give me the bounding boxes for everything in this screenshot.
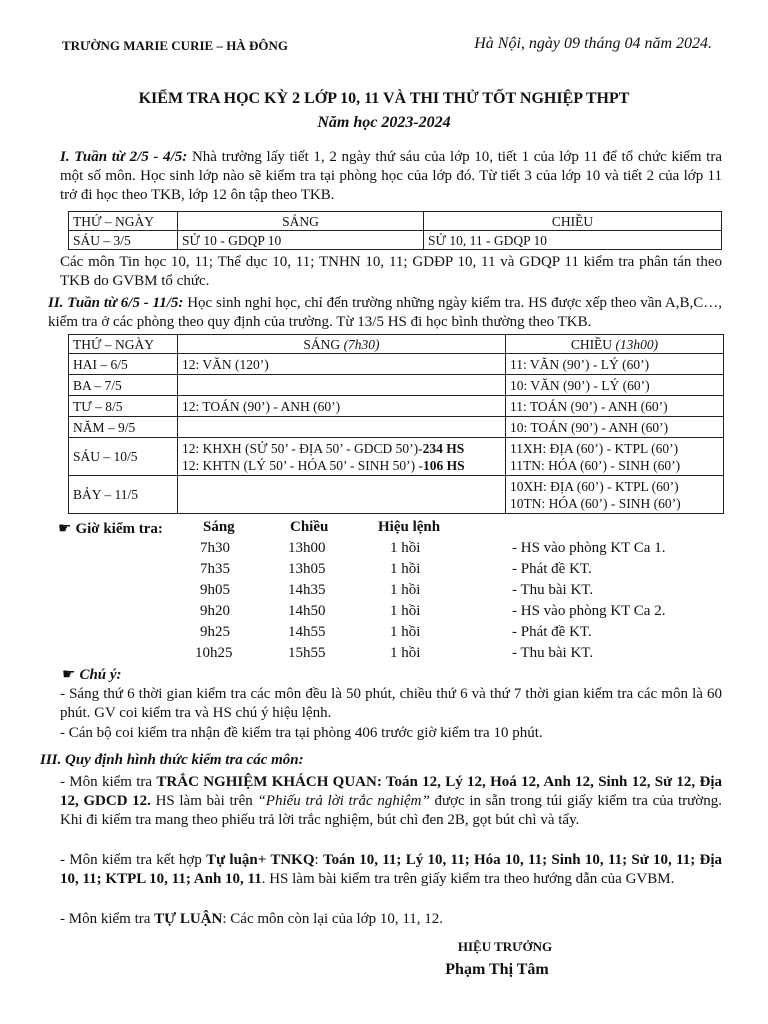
- notes-label-wrap: [62, 665, 122, 684]
- schedule-cell: 9h05: [200, 582, 230, 598]
- table2-cell-afternoon: [506, 476, 724, 514]
- table2-cell-day: BA – 7/5: [69, 375, 178, 396]
- table2-row-thu: [69, 417, 724, 438]
- notes-label: Chú ý:: [79, 667, 122, 683]
- schedule-header-signal: Hiệu lệnh: [378, 519, 441, 535]
- pointing-hand-icon: ☛: [62, 667, 76, 683]
- table2-cell-morning: [178, 476, 506, 514]
- section-2-label: II. Tuần từ 6/5 - 11/5:: [48, 295, 184, 311]
- table2-morning-line-1: [182, 440, 501, 457]
- p3-format: TỰ LUẬN: [154, 911, 223, 927]
- table2-cell-day: BẢY – 11/5: [69, 476, 178, 514]
- table2-row-fri: [69, 438, 724, 476]
- school-year: Năm học 2023-2024: [317, 114, 451, 131]
- schedule-header-afternoon: Chiều: [290, 519, 329, 535]
- schedule-header-morning: Sáng: [203, 519, 235, 535]
- section-1-table: [68, 211, 722, 250]
- school-name: TRƯỜNG MARIE CURIE – HÀ ĐÔNG: [62, 38, 288, 53]
- schedule-cell: 10h25: [195, 645, 233, 661]
- p1-lead: - Môn kiểm tra: [60, 774, 157, 790]
- schedule-cell: - Thu bài KT.: [512, 645, 594, 661]
- document-title: KIỂM TRA HỌC KỲ 2 LỚP 10, 11 VÀ THI THỬ TỐT NGHIỆP THPT: [138, 90, 630, 107]
- table2-cell-morning: [178, 438, 506, 476]
- table1-header-day: THỨ – NGÀY: [69, 212, 178, 231]
- schedule-cell: 13h00: [288, 540, 326, 556]
- section-2-paragraph: [48, 294, 722, 332]
- note-2: - Cán bộ coi kiểm tra nhận đề kiểm tra tại phòng 406 trước giờ kiểm tra 10 phút.: [60, 725, 543, 741]
- p1-rest: được in sẵn trong túi giấy kiểm tra của trường. Khi đi kiểm tra mang theo phiếu trả lời trắc nghiệm, bút chì đen 2B, gọt bút chì và tẩy.: [60, 793, 722, 828]
- table2-cell-afternoon: 10: VĂN (90’) - LÝ (60’): [506, 375, 724, 396]
- khxh-text: 12: KHXH (SỬ 50’ - ĐỊA 50’ - GDCD 50’)-: [182, 440, 423, 456]
- table2-header-afternoon-label: CHIỀU: [570, 336, 613, 352]
- schedule-cell: 9h25: [200, 624, 230, 640]
- table2-header-morning-time: (7h30): [343, 336, 380, 352]
- table1-header-morning: SÁNG: [178, 212, 424, 231]
- table2-cell-morning: [178, 417, 506, 438]
- section-3-paragraph-2: [60, 851, 722, 889]
- section-2-text: Học sinh nghỉ học, chỉ đến trường những ngày kiểm tra. HS được xếp theo vần A,B,C…, kiểm tra ở các phòng theo quy định của trường. Từ 13/5 HS đi học bình thường theo TKB.: [48, 295, 722, 330]
- schedule-cell: 1 hồi: [390, 645, 421, 661]
- schedule-cell: 1 hồi: [390, 624, 421, 640]
- schedule-cell: 7h35: [200, 561, 230, 577]
- p2-colon: :: [314, 852, 323, 868]
- section-1-text: Nhà trường lấy tiết 1, 2 ngày thứ sáu của lớp 10, tiết 1 của lớp 11 để tổ chức kiểm tra một số môn. Học sinh lớp nào sẽ kiểm tra tại phòng học của lớp đó. Từ tiết 3 của lớp 10 và tiết 2 của lớp 11 trở đi học theo TKB, lớp 12 ôn tập theo TKB.: [60, 149, 722, 203]
- schedule-cell: - Thu bài KT.: [512, 582, 594, 598]
- schedule-cell: 13h05: [288, 561, 326, 577]
- section-3-paragraph-1: [60, 773, 722, 830]
- khxh-count: 234 HS: [422, 440, 465, 456]
- schedule-label: Giờ kiểm tra:: [75, 521, 163, 537]
- table2-row-wed: [69, 396, 724, 417]
- schedule-cell: 1 hồi: [390, 582, 421, 598]
- table2-afternoon-line-1: 10XH: ĐỊA (60’) - KTPL (60’): [510, 478, 679, 494]
- table1-row-morning: SỬ 10 - GDQP 10: [178, 231, 424, 250]
- place-date: Hà Nội, ngày 09 tháng 04 năm 2024.: [474, 35, 712, 52]
- table2-afternoon-line-2: 10TN: HÓA (60’) - SINH (60’): [510, 495, 681, 511]
- p2-rest: . HS làm bài kiểm tra trên giấy kiểm tra theo hướng dẫn của GVBM.: [261, 871, 675, 887]
- signature-name: Phạm Thị Tâm: [445, 961, 549, 978]
- p2-lead: - Môn kiểm tra kết hợp: [60, 852, 207, 868]
- table2-cell-day: HAI – 6/5: [69, 354, 178, 375]
- p3-rest: : Các môn còn lại của lớp 10, 11, 12.: [222, 911, 444, 927]
- schedule-cell: 9h20: [200, 603, 230, 619]
- khtn-text: 12: KHTN (LÝ 50’ - HÓA 50’ - SINH 50’) -: [182, 457, 423, 473]
- p1-subjects: TRẮC NGHIỆM KHÁCH QUAN: Toán 12, Lý 12, Hoá 12, Anh 12, Sinh 12, Sử 12, Địa 12, GDCD 12.: [60, 774, 722, 809]
- table2-row-sat: [69, 476, 724, 514]
- table2-cell-afternoon: 10: TOÁN (90’) - ANH (60’): [506, 417, 724, 438]
- schedule-cell: - HS vào phòng KT Ca 2.: [512, 603, 666, 619]
- table1-header-afternoon: CHIỀU: [424, 212, 722, 231]
- table2-cell-day: TƯ – 8/5: [69, 396, 178, 417]
- table2-cell-afternoon: [506, 438, 724, 476]
- table2-cell-afternoon: 11: TOÁN (90’) - ANH (60’): [506, 396, 724, 417]
- schedule-cell: 1 hồi: [390, 540, 421, 556]
- table2-row-tue: [69, 375, 724, 396]
- section-1-paragraph: [60, 148, 722, 205]
- note-1: - Sáng thứ 6 thời gian kiểm tra các môn đều là 50 phút, chiều thứ 6 và thứ 7 thời gian kiểm tra các môn là 60 phút. GV coi kiểm tra và HS chú ý hiệu lệnh.: [60, 686, 722, 721]
- section-2-table: [68, 334, 724, 514]
- table2-cell-morning: 12: TOÁN (90’) - ANH (60’): [178, 396, 506, 417]
- p1-mid: HS làm bài trên: [150, 793, 258, 809]
- schedule-cell: - Phát đề KT.: [512, 561, 592, 577]
- table2-header-day: THỨ – NGÀY: [69, 335, 178, 354]
- table2-cell-morning: 12: VĂN (120’): [178, 354, 506, 375]
- schedule-label-wrap: [58, 519, 163, 538]
- schedule-cell: 14h55: [288, 624, 326, 640]
- p2-subjects: Toán 10, 11; Lý 10, 11; Hóa 10, 11; Sinh 10, 11; Sử 10, 11; Địa 10, 11; KTPL 10, 11; Anh 10, 11: [60, 852, 723, 887]
- section-1-note: Các môn Tin học 10, 11; Thể dục 10, 11; TNHN 10, 11; GDĐP 10, 11 và GDQP 11 kiểm tra phân tán theo TKB do GVBM tổ chức.: [60, 254, 722, 289]
- schedule-cell: 14h35: [288, 582, 326, 598]
- table2-header-afternoon: [506, 335, 724, 354]
- schedule-cell: - HS vào phòng KT Ca 1.: [512, 540, 666, 556]
- schedule-cell: 7h30: [200, 540, 230, 556]
- table2-header-afternoon-time: (13h00): [615, 336, 659, 352]
- section-3-paragraph-3: [60, 910, 722, 929]
- schedule-cell: 1 hồi: [390, 603, 421, 619]
- p2-format: Tự luận+ TNKQ: [206, 852, 315, 868]
- table2-cell-day: NĂM – 9/5: [69, 417, 178, 438]
- table2-header-morning-label: SÁNG: [303, 336, 341, 352]
- table2-morning-line-2: [182, 457, 501, 474]
- pointing-hand-icon: ☛: [58, 521, 72, 537]
- table2-row-mon: [69, 354, 724, 375]
- section-3-label: III. Quy định hình thức kiểm tra các môn:: [40, 752, 304, 768]
- schedule-cell: 15h55: [288, 645, 326, 661]
- table2-cell-morning: [178, 375, 506, 396]
- khtn-count: 106 HS: [422, 457, 465, 473]
- schedule-cell: 1 hồi: [390, 561, 421, 577]
- schedule-cell: - Phát đề KT.: [512, 624, 592, 640]
- section-1-label: I. Tuần từ 2/5 - 4/5:: [60, 149, 188, 165]
- table1-row-day: SÁU – 3/5: [69, 231, 178, 250]
- p1-answer-sheet: “Phiếu trả lời trắc nghiệm”: [257, 793, 430, 809]
- signature-role: HIỆU TRƯỞNG: [457, 939, 553, 954]
- table2-cell-afternoon: 11: VĂN (90’) - LÝ (60’): [506, 354, 724, 375]
- table1-row-afternoon: SỬ 10, 11 - GDQP 10: [424, 231, 722, 250]
- p3-lead: - Môn kiểm tra: [60, 911, 155, 927]
- table2-afternoon-line-2: 11TN: HÓA (60’) - SINH (60’): [510, 457, 681, 473]
- table2-afternoon-line-1: 11XH: ĐỊA (60’) - KTPL (60’): [510, 440, 679, 456]
- table2-header-morning: [178, 335, 506, 354]
- schedule-cell: 14h50: [288, 603, 326, 619]
- table2-cell-day: SÁU – 10/5: [69, 438, 178, 476]
